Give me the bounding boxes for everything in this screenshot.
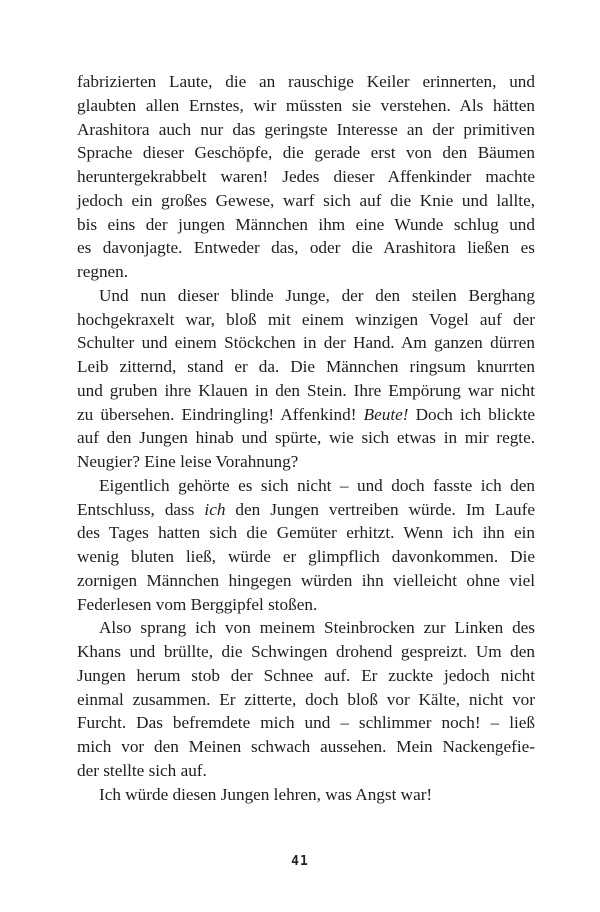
text-run: Entschluss, dass: [77, 499, 205, 519]
text-run: heruntergekrabbelt waren! Jedes dieser Affenkinder machte: [77, 167, 535, 186]
text-line: [77, 189, 535, 213]
text-run: Jungen herum stob der Schnee auf. Er zuckte jedoch nicht: [77, 665, 535, 685]
text-run: Also sprang ich von meinem Steinbrocken zur Linken des: [99, 618, 535, 638]
text-line: [77, 569, 535, 593]
text-run: fabrizierten Laute, die an rauschige Keiler erinnerten, und: [77, 72, 535, 91]
text-run: auf den Jungen hinab und spürte, wie sich etwas in mir regte.: [77, 428, 535, 448]
text-run: Und nun dieser blinde Junge, der den steilen Berghang: [99, 285, 535, 305]
text-line: [77, 616, 535, 640]
text-line: [77, 308, 535, 332]
text-line: [77, 331, 535, 355]
text-run: einmal zusammen. Er zitterte, doch bloß vor Kälte, nicht vor: [77, 689, 535, 709]
text-run: jedoch ein großes Gewese, warf sich auf die Knie und lallte,: [77, 190, 535, 210]
text-run: hochgekraxelt war, bloß mit einem winzigen Vogel auf der: [77, 309, 535, 329]
text-line: [77, 664, 535, 688]
text-line: [77, 379, 535, 403]
text-run: Furcht. Das befremdete mich und – schlimmer noch! – ließ: [77, 713, 535, 733]
text-run: Doch ich blickte: [408, 404, 535, 424]
text-run: Neugier? Eine leise Vorahnung?: [77, 452, 299, 471]
text-line: [77, 759, 535, 783]
text-run: Arashitora auch nur das geringste Interesse an der primitiven: [77, 119, 535, 139]
paragraph: [77, 70, 535, 284]
text-line: [77, 141, 535, 165]
emphasis-text: ich: [204, 499, 226, 519]
text-line: [77, 688, 535, 712]
text-line: [77, 213, 535, 237]
emphasis-text: Beute!: [363, 404, 409, 424]
book-page-body: [77, 70, 535, 806]
text-line: [77, 355, 535, 379]
text-run: Schulter und einem Stöckchen in der Hand. Am ganzen dürren: [77, 333, 535, 353]
text-run: den Jungen vertreiben würde. Im Laufe: [225, 499, 535, 519]
text-line: [77, 640, 535, 664]
text-line: [77, 474, 535, 498]
text-line: [77, 94, 535, 118]
text-run: des Tages hatten sich die Gemüter erhitzt. Wenn ich ihn ein: [77, 523, 535, 543]
text-run: Leib zitternd, stand er da. Die Männchen ringsum knurrten: [77, 357, 535, 376]
text-run: mich vor den Meinen schwach aussehen. Mein Nackengefie-: [77, 737, 535, 756]
text-run: Federlesen vom Berggipfel stoßen.: [77, 594, 318, 614]
text-run: zornigen Männchen hingegen würden ihn vielleicht ohne viel: [77, 570, 535, 590]
text-line: [77, 426, 535, 450]
paragraph: [77, 284, 535, 474]
text-line: [77, 403, 535, 427]
text-run: Ich würde diesen Jungen lehren, was Angst war!: [99, 784, 433, 804]
text-line: [77, 593, 535, 617]
text-run: Eigentlich gehörte es sich nicht – und doch fasste ich den: [99, 475, 535, 495]
text-run: und gruben ihre Klauen in den Stein. Ihre Empörung war nicht: [77, 380, 535, 400]
text-run: Sprache dieser Geschöpfe, die gerade erst von den Bäumen: [77, 143, 535, 163]
text-line: [77, 165, 535, 189]
text-line: [77, 260, 535, 284]
text-run: der stellte sich auf.: [77, 760, 207, 780]
text-run: Khans und brüllte, die Schwingen drohend gespreizt. Um den: [77, 642, 535, 661]
text-line: [77, 545, 535, 569]
text-run: zu übersehen. Eindringling! Affenkind!: [77, 404, 364, 424]
text-line: [77, 450, 535, 474]
text-run: bis eins der jungen Männchen ihm eine Wunde schlug und: [77, 214, 535, 234]
text-line: [77, 118, 535, 142]
text-run: regnen.: [77, 262, 129, 281]
text-run: es davonjagte. Entweder das, oder die Arashitora ließen es: [77, 238, 535, 258]
text-line: [77, 783, 535, 807]
paragraph: [77, 616, 535, 782]
text-line: [77, 521, 535, 545]
text-run: glaubten allen Ernstes, wir müssten sie verstehen. Als hätten: [77, 95, 535, 115]
text-line: [77, 711, 535, 735]
page-number: 41: [291, 854, 309, 869]
paragraph: [77, 783, 535, 807]
text-line: [77, 284, 535, 308]
text-run: wenig bluten ließ, würde er glimpflich davonkommen. Die: [77, 547, 535, 566]
text-line: [77, 498, 535, 522]
text-line: [77, 70, 535, 94]
text-line: [77, 735, 535, 759]
text-line: [77, 236, 535, 260]
paragraph: [77, 474, 535, 617]
